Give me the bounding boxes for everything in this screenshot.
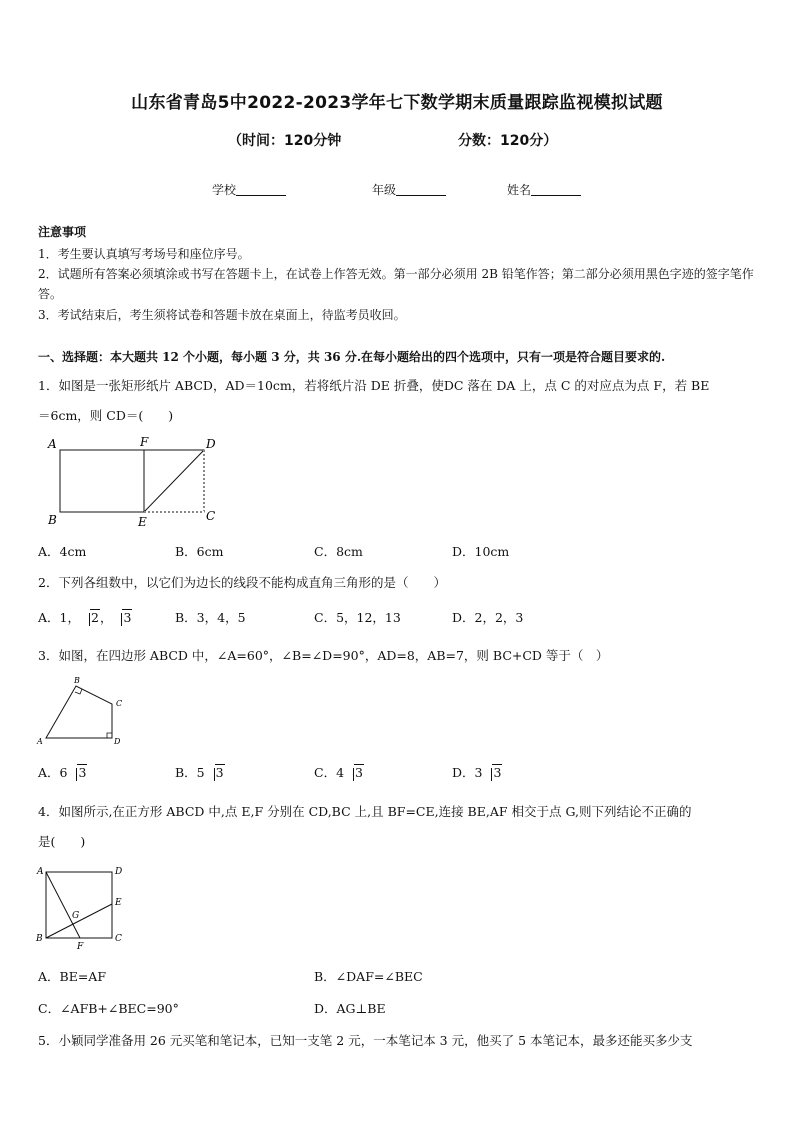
q2-text: 2．下列各组数中，以它们为边长的线段不能构成直角三角形的是（ ） (38, 575, 446, 590)
q1-label-a: A (48, 437, 57, 451)
q3-option-b[interactable]: B．5 3 (175, 765, 224, 780)
q1-figure (46, 434, 226, 526)
note-item: 2．试题所有答案必须填涂或书写在答题卡上，在试卷上作答无效。第一部分必须用 2B 铅笔作答；第二部分必须用黑色字迹的签字笔作答。 (38, 267, 754, 301)
note-item: 1．考生要认真填写考场号和座位序号。 (38, 247, 250, 261)
q4-label-a: A (37, 867, 44, 877)
notes-title: 注意事项 (38, 225, 87, 239)
q1-option-a[interactable]: A．4cm (38, 544, 87, 559)
section-heading: 一、选择题：本大题共 12 个小题，每小题 3 分，共 36 分.在每小题给出的四个选项中，只有一项是符合题目要求的. (38, 350, 666, 364)
q2-option-d[interactable]: D．2，2，3 (452, 610, 524, 625)
school-blank[interactable] (236, 183, 286, 196)
q4-label-c: C (115, 934, 122, 944)
exam-time: （时间：120分钟 (228, 133, 342, 149)
q3-label-a: A (37, 737, 43, 746)
name-label: 姓名 (507, 183, 532, 197)
q4-option-d[interactable]: D．AG⊥BE (314, 1001, 386, 1016)
grade-field[interactable] (372, 181, 446, 198)
q1-label-f: F (140, 435, 149, 449)
q2-option-b[interactable]: B．3，4，5 (175, 610, 246, 625)
school-label: 学校 (212, 183, 237, 197)
q1-text-line2: ＝6cm，则 CD＝( ) (38, 408, 174, 423)
q1-label-b: B (48, 513, 57, 526)
sqrt-symbol: 3 (67, 765, 87, 780)
q1-option-b[interactable]: B．6cm (175, 544, 224, 559)
q2-option-a[interactable]: A．1， 2， 3 (38, 610, 132, 625)
q4-text-line2: 是( ) (38, 834, 86, 849)
q1-rectangle (60, 450, 204, 512)
q4-option-a[interactable]: A．BE=AF (38, 969, 107, 984)
q1-text-line1: 1．如图是一张矩形纸片 ABCD，AD＝10cm，若将纸片沿 DE 折叠，使DC 落在 DA 上，点 C 的对应点为点 F，若 BE (38, 378, 710, 393)
q4-label-g: G (72, 911, 80, 921)
sqrt-symbol: 2 (80, 610, 100, 625)
q3-label-b: B (74, 676, 80, 685)
sqrt-symbol: 3 (344, 765, 364, 780)
q4-label-d: D (115, 867, 123, 877)
q1-label-c: C (206, 509, 216, 523)
q4-option-b[interactable]: B．∠DAF=∠BEC (314, 969, 423, 984)
exam-score: 分数：120分） (458, 133, 558, 149)
sqrt-symbol: 3 (482, 765, 502, 780)
q3-option-d[interactable]: D．3 3 (452, 765, 502, 780)
exam-title: 山东省青岛5中2022-2023学年七下数学期末质量跟踪监视模拟试题 (131, 93, 663, 113)
q3-label-c: C (116, 699, 123, 708)
q4-label-b: B (36, 934, 43, 944)
grade-blank[interactable] (396, 183, 446, 196)
sqrt-symbol: 3 (205, 765, 225, 780)
q3-figure (34, 674, 134, 746)
q3-option-a[interactable]: A．6 3 (38, 765, 87, 780)
q5-text: 5．小颖同学准备用 26 元买笔和笔记本，已知一支笔 2 元，一本笔记本 3 元，他买了 5 本笔记本，最多还能买多少支 (38, 1033, 693, 1048)
name-blank[interactable] (531, 183, 581, 196)
school-field[interactable] (212, 181, 286, 198)
q3-option-c[interactable]: C．4 3 (314, 765, 363, 780)
q4-text-line1: 4．如图所示,在正方形 ABCD 中,点 E,F 分别在 CD,BC 上,且 BF=CE,连接 BE,AF 相交于点 G,则下列结论不正确的 (38, 804, 692, 819)
q1-option-d[interactable]: D．10cm (452, 544, 510, 559)
name-field[interactable] (507, 181, 581, 198)
q4-label-f: F (77, 942, 84, 952)
grade-label: 年级 (372, 183, 397, 197)
q3-label-d: D (114, 737, 121, 746)
sqrt-symbol: 3 (112, 610, 132, 625)
q4-label-e: E (115, 898, 122, 908)
q1-label-e: E (138, 515, 147, 526)
q4-option-c[interactable]: C．∠AFB+∠BEC=90° (38, 1001, 179, 1016)
q3-text: 3．如图，在四边形 ABCD 中，∠A=60°，∠B=∠D=90°，AD=8，AB=7，则 BC+CD 等于（ ） (38, 648, 609, 663)
q4-square (46, 872, 112, 938)
note-item: 3．考试结束后，考生须将试卷和答题卡放在桌面上，待监考员收回。 (38, 308, 406, 322)
q4-figure (34, 862, 134, 952)
q1-option-c[interactable]: C．8cm (314, 544, 363, 559)
q1-label-d: D (206, 437, 216, 451)
q2-option-c[interactable]: C．5，12，13 (314, 610, 401, 625)
